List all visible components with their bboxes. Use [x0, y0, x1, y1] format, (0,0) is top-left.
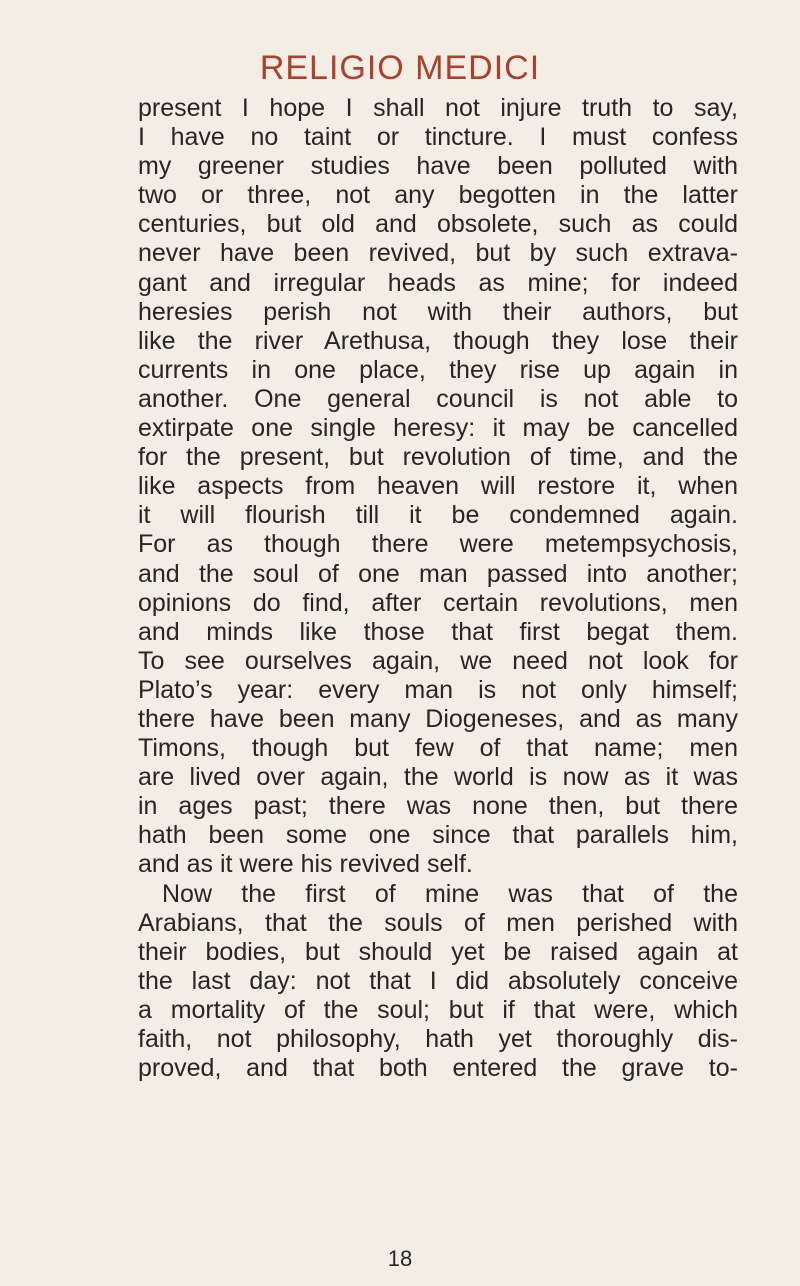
text-line: heresies perish not with their authors, but	[138, 297, 738, 326]
text-line: it will flourish till it be condemned again.	[138, 501, 738, 530]
text-line: opinions do find, after certain revolutions, men	[138, 588, 738, 617]
text-line: present I hope I shall not injure truth to say,	[138, 94, 738, 122]
running-head: RELIGIO MEDICI	[259, 49, 541, 87]
page-number: 18	[387, 1246, 413, 1271]
text-line: are lived over again, the world is now as it was	[138, 763, 738, 792]
paragraph-start-line: Now the first of mine was that of the	[162, 879, 738, 908]
text-line: two or three, not any begotten in the latter	[138, 181, 738, 210]
text-line: Arabians, that the souls of men perished with	[138, 908, 738, 937]
text-line: To see ourselves again, we need not look for	[138, 646, 738, 675]
text-line: the last day: not that I did absolutely conceive	[138, 966, 738, 995]
text-line: another. One general council is not able to	[138, 384, 738, 413]
text-line: For as though there were metempsychosis,	[138, 530, 738, 559]
paragraph-end-line: and as it were his revived self.	[138, 850, 473, 879]
text-line: Timons, though but few of that name; men	[138, 734, 738, 763]
text-line: never have been revived, but by such extrava-	[138, 239, 738, 268]
text-line: gant and irregular heads as mine; for indeed	[138, 268, 738, 297]
text-line: a mortality of the soul; but if that were, which	[138, 995, 738, 1024]
text-line: in ages past; there was none then, but there	[138, 792, 738, 821]
text-line: faith, not philosophy, hath yet thoroughly dis-	[138, 1025, 738, 1053]
text-line: my greener studies have been polluted with	[138, 152, 738, 181]
text-line: proved, and that both entered the grave to-	[138, 1054, 738, 1083]
text-line: there have been many Diogeneses, and as many	[138, 704, 738, 733]
text-line: centuries, but old and obsolete, such as could	[138, 210, 738, 239]
text-line: hath been some one since that parallels him,	[138, 821, 738, 850]
text-line: currents in one place, they rise up again in	[138, 355, 738, 384]
body-text	[138, 94, 738, 1083]
text-line: their bodies, but should yet be raised again at	[138, 937, 738, 966]
text-line: Plato’s year: every man is not only himself;	[138, 675, 738, 704]
text-line: like the river Arethusa, though they lose their	[138, 326, 738, 355]
text-line: for the present, but revolution of time, and the	[138, 443, 738, 472]
text-line: extirpate one single heresy: it may be cancelled	[138, 414, 738, 443]
text-line: and the soul of one man passed into another;	[138, 559, 738, 588]
text-line: like aspects from heaven will restore it, when	[138, 472, 738, 501]
text-line: I have no taint or tincture. I must confess	[138, 123, 738, 152]
text-line: and minds like those that first begat them.	[138, 617, 738, 646]
